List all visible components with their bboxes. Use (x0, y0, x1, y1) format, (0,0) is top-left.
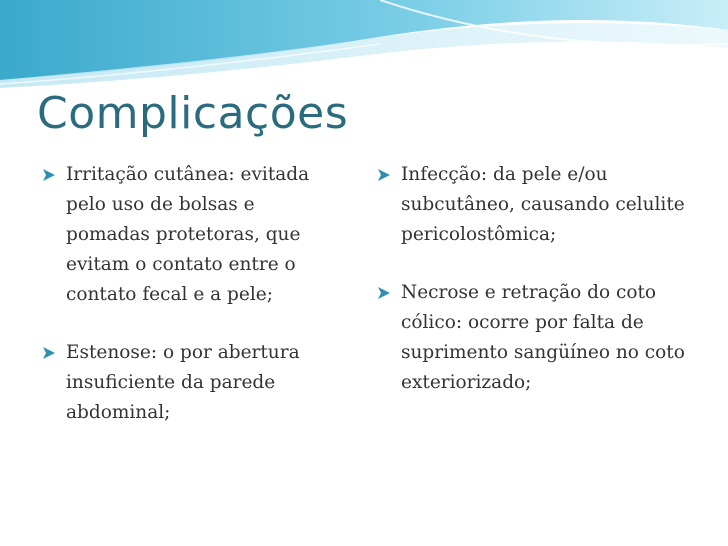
header-wave-decoration (0, 0, 728, 90)
arrow-bullet-icon (375, 167, 393, 183)
left-column (40, 160, 335, 456)
bullet-text: Estenose: o por abertura insuficiente da parede abdominal; (66, 342, 300, 423)
bullet-item (40, 338, 335, 428)
bullet-text: Irritação cutânea: evitada pelo uso de bolsas e pomadas protetoras, que evitam o contato entre o contato fecal e a pele; (66, 164, 310, 305)
bullet-item (375, 160, 695, 250)
bullet-item (375, 278, 695, 398)
bullet-text: Necrose e retração do coto cólico: ocorre por falta de suprimento sangüíneo no coto exteriorizado; (401, 282, 685, 393)
arrow-bullet-icon (40, 167, 58, 183)
arrow-bullet-icon (375, 285, 393, 301)
right-column (375, 160, 695, 426)
arrow-bullet-icon (40, 345, 58, 361)
bullet-item (40, 160, 335, 310)
bullet-text: Infecção: da pele e/ou subcutâneo, causando celulite pericolostômica; (401, 164, 685, 245)
slide-title: Complicações (37, 88, 349, 139)
